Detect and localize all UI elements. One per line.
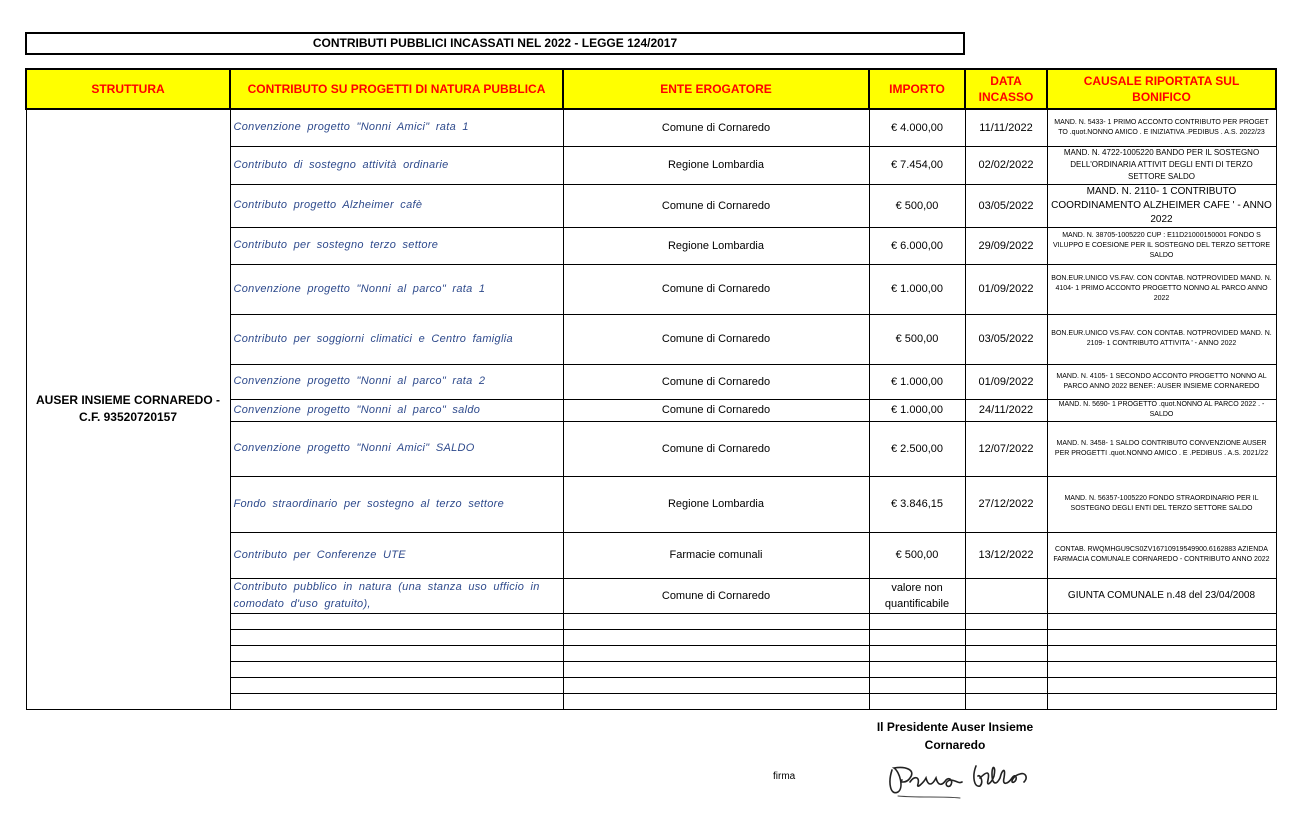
data-cell: 01/09/2022 [965,364,1047,399]
importo-cell: € 2.500,00 [869,421,965,476]
progetto-cell: Contributo pubblico in natura (una stanza uso ufficio in comodato d'uso gratuito), [230,578,563,613]
table-header-row [26,69,1276,109]
importo-cell: € 4.000,00 [869,109,965,146]
importo-cell: € 500,00 [869,314,965,364]
causale-cell: GIUNTA COMUNALE n.48 del 23/04/2008 [1047,578,1276,613]
header-data-line1: DATA [990,74,1022,88]
progetto-cell: Contributo di sostegno attività ordinarie [230,146,563,184]
progetto-cell: Convenzione progetto "Nonni al parco" saldo [230,399,563,421]
struttura-line1: AUSER INSIEME CORNAREDO - [35,393,220,408]
importo-cell: € 1.000,00 [869,399,965,421]
ente-cell: Comune di Cornaredo [563,578,869,613]
firma-label: firma [773,771,796,782]
causale-cell: MAND. N. 2110- 1 CONTRIBUTO COORDINAMENTO ALZHEIMER CAFE ' - ANNO 2022 [1047,184,1276,227]
data-cell: 11/11/2022 [965,109,1047,146]
importo-cell: € 6.000,00 [869,227,965,264]
contributions-table [25,68,1277,710]
importo-cell: € 1.000,00 [869,264,965,314]
data-cell: 01/09/2022 [965,264,1047,314]
causale-cell: MAND. N. 3458- 1 SALDO CONTRIBUTO CONVENZIONE AUSER PER PROGETTI .quot.NONNO AMICO . E .PEDIBUS . A.S. 2021/22 [1047,421,1276,476]
causale-cell: BON.EUR.UNICO VS.FAV. CON CONTAB. NOTPROVIDED MAND. N. 2109- 1 CONTRIBUTO ATTIVITA ' - ANNO 2022 [1047,314,1276,364]
data-cell: 27/12/2022 [965,476,1047,532]
data-cell [965,578,1047,613]
ente-cell: Comune di Cornaredo [563,264,869,314]
header-causale [1047,69,1276,109]
data-cell: 12/07/2022 [965,421,1047,476]
header-struttura: STRUTTURA [26,69,230,109]
data-cell: 02/02/2022 [965,146,1047,184]
header-causale-line1: CAUSALE RIPORTATA SUL [1083,74,1240,88]
progetto-cell: Contributo per sostegno terzo settore [230,227,563,264]
importo-line2: quantificabile [884,597,950,610]
causale-cell: CONTAB. RWQMHGU9CS0ZV16710919549900.6162883 AZIENDA FARMACIA COMUNALE CORNAREDO - CONTRIBUTO ANNO 2022 [1047,532,1276,578]
importo-line1: valore non [891,581,943,594]
ente-cell: Comune di Cornaredo [563,184,869,227]
signature-title [830,718,1080,754]
header-importo: IMPORTO [869,69,965,109]
importo-cell: € 3.846,15 [869,476,965,532]
causale-cell: MAND. N. 4722-1005220 BANDO PER IL SOSTEGNO DELL'ORDINARIA ATTIVIT DEGLI ENTI DI TERZO SETTORE SALDO [1047,146,1276,184]
causale-cell: MAND. N. 5690- 1 PROGETTO .quot.NONNO AL PARCO 2022 . - SALDO [1047,399,1276,421]
header-data-line2: INCASSO [978,90,1034,104]
importo-cell: € 500,00 [869,184,965,227]
ente-cell: Regione Lombardia [563,476,869,532]
causale-cell: MAND. N. 56357-1005220 FONDO STRAORDINARIO PER IL SOSTEGNO DEGLI ENTI DEL TERZO SETTORE SALDO [1047,476,1276,532]
signature-title-line1: Il Presidente Auser Insieme [876,720,1034,734]
data-cell: 24/11/2022 [965,399,1047,421]
progetto-cell: Convenzione progetto "Nonni al parco" rata 2 [230,364,563,399]
document-title: CONTRIBUTI PUBBLICI INCASSATI NEL 2022 - LEGGE 124/2017 [25,32,965,55]
progetto-cell: Convenzione progetto "Nonni Amici" rata 1 [230,109,563,146]
causale-cell: MAND. N. 4105- 1 SECONDO ACCONTO PROGETTO NONNO AL PARCO ANNO 2022 BENEF.: AUSER INSIEME CORNAREDO [1047,364,1276,399]
header-ente: ENTE EROGATORE [563,69,869,109]
header-causale-line2: BONIFICO [1132,90,1191,104]
struttura-cell [26,109,230,709]
data-cell: 03/05/2022 [965,314,1047,364]
signature-title-line2: Cornaredo [924,738,986,752]
data-cell: 03/05/2022 [965,184,1047,227]
importo-cell: € 500,00 [869,532,965,578]
progetto-cell: Contributo per Conferenze UTE [230,532,563,578]
ente-cell: Comune di Cornaredo [563,314,869,364]
importo-cell: € 1.000,00 [869,364,965,399]
table-row [26,109,1276,146]
progetto-cell: Convenzione progetto "Nonni Amici" SALDO [230,421,563,476]
importo-cell: € 7.454,00 [869,146,965,184]
data-cell: 13/12/2022 [965,532,1047,578]
ente-cell: Comune di Cornaredo [563,109,869,146]
ente-cell: Regione Lombardia [563,146,869,184]
ente-cell: Regione Lombardia [563,227,869,264]
causale-cell: MAND. N. 38705-1005220 CUP : E11D21000150001 FONDO S VILUPPO E COESIONE PER IL SOSTEGNO DEL TERZO SETTORE SALDO [1047,227,1276,264]
data-cell: 29/09/2022 [965,227,1047,264]
handwritten-signature [880,752,1040,806]
ente-cell: Comune di Cornaredo [563,399,869,421]
struttura-line2: C.F. 93520720157 [78,410,178,425]
progetto-cell: Contributo per soggiorni climatici e Centro famiglia [230,314,563,364]
header-data [965,69,1047,109]
causale-cell: MAND. N. 5433- 1 PRIMO ACCONTO CONTRIBUTO PER PROGET TO .quot.NONNO AMICO . E INIZIATIVA .PEDIBUS . A.S. 2022/23 [1047,109,1276,146]
header-contributo: CONTRIBUTO SU PROGETTI DI NATURA PUBBLICA [230,69,563,109]
progetto-cell: Convenzione progetto "Nonni al parco" rata 1 [230,264,563,314]
causale-cell: BON.EUR.UNICO VS.FAV. CON CONTAB. NOTPROVIDED MAND. N. 4104- 1 PRIMO ACCONTO PROGETTO NONNO AL PARCO ANNO 2022 [1047,264,1276,314]
ente-cell: Comune di Cornaredo [563,364,869,399]
importo-cell [869,578,965,613]
ente-cell: Farmacie comunali [563,532,869,578]
progetto-cell: Contributo progetto Alzheimer cafè [230,184,563,227]
progetto-cell: Fondo straordinario per sostegno al terzo settore [230,476,563,532]
ente-cell: Comune di Cornaredo [563,421,869,476]
